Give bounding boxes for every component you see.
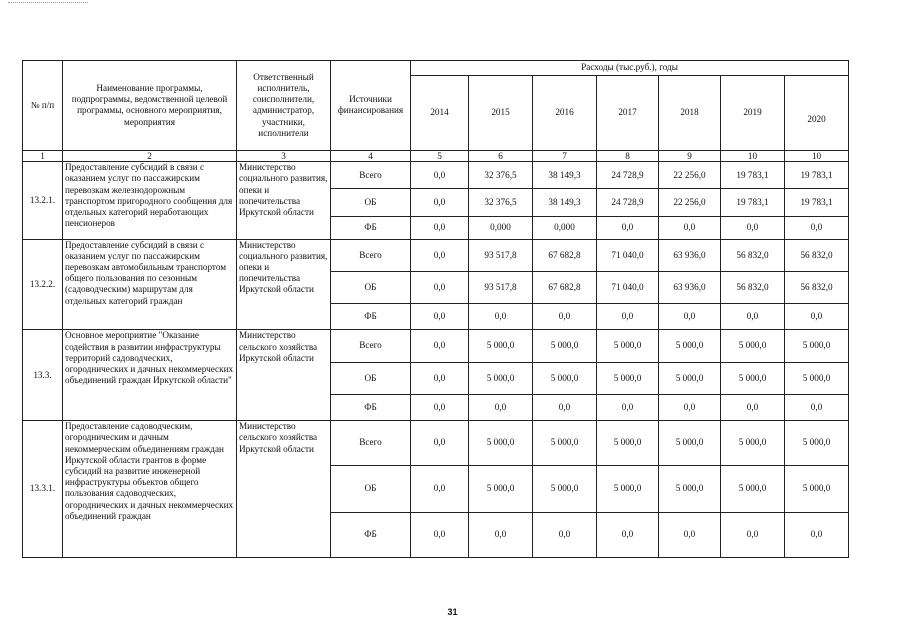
expense-value: 22 256,0 — [659, 189, 721, 216]
expense-value: 5 000,0 — [659, 421, 721, 466]
header-source: Источники финансирования — [331, 61, 411, 151]
funding-source: Всего — [331, 421, 411, 466]
expense-value: 0,0 — [533, 395, 597, 421]
funding-source: ФБ — [331, 216, 411, 239]
expense-value: 56 832,0 — [785, 239, 849, 271]
table-row — [23, 330, 849, 362]
expense-value: 0,0 — [411, 304, 469, 330]
expense-value: 5 000,0 — [469, 330, 533, 362]
expense-value: 0,0 — [411, 395, 469, 421]
funding-source: ФБ — [331, 304, 411, 330]
row-number: 13.3. — [23, 330, 63, 421]
expense-value: 5 000,0 — [533, 330, 597, 362]
expense-value: 5 000,0 — [659, 362, 721, 394]
header-year: 2018 — [659, 75, 721, 150]
responsible-executor: Министерство сельского хозяйства Иркутской области — [237, 421, 331, 558]
expense-value: 0,0 — [533, 304, 597, 330]
expense-value: 0,0 — [469, 395, 533, 421]
expense-value: 5 000,0 — [533, 421, 597, 466]
expense-value: 5 000,0 — [721, 466, 785, 513]
header-responsible: Ответственный исполнитель, соисполнители, администратор, участники, исполнители — [237, 61, 331, 151]
column-number: 10 — [721, 150, 785, 161]
expense-value: 0,000 — [533, 216, 597, 239]
column-number: 2 — [63, 150, 237, 161]
expense-value: 0,0 — [721, 395, 785, 421]
expense-value: 19 783,1 — [785, 162, 849, 189]
activity-name: Основное мероприятие "Оказание содействия в развитии инфраструктуры территорий садоводческих, огороднических и дачных некоммерческих объединений граждан Иркутской области" — [63, 330, 237, 421]
expense-value: 5 000,0 — [469, 421, 533, 466]
expense-value: 5 000,0 — [785, 330, 849, 362]
expense-value: 0,000 — [469, 216, 533, 239]
expense-value: 5 000,0 — [597, 421, 659, 466]
funding-source: Всего — [331, 239, 411, 271]
funding-source: ОБ — [331, 189, 411, 216]
funding-source: Всего — [331, 330, 411, 362]
expense-value: 5 000,0 — [721, 362, 785, 394]
header-expenses: Расходы (тыс.руб.), годы — [411, 61, 849, 76]
expense-value: 38 149,3 — [533, 189, 597, 216]
expense-value: 0,0 — [533, 513, 597, 558]
expense-value: 0,0 — [785, 304, 849, 330]
expense-value: 38 149,3 — [533, 162, 597, 189]
expense-value: 56 832,0 — [721, 271, 785, 303]
row-number: 13.2.1. — [23, 162, 63, 239]
expense-value: 0,0 — [785, 395, 849, 421]
funding-source: Всего — [331, 162, 411, 189]
column-number: 8 — [597, 150, 659, 161]
expense-value: 0,0 — [597, 216, 659, 239]
funding-source: ОБ — [331, 362, 411, 394]
row-number: 13.2.2. — [23, 239, 63, 330]
expense-value: 0,0 — [597, 513, 659, 558]
header-year: 2019 — [721, 75, 785, 150]
expense-value: 5 000,0 — [785, 362, 849, 394]
activity-name: Предоставление субсидий в связи с оказанием услуг по пассажирским перевозкам автомобильным транспортом общего пользования по сезонным (садоводческим) маршрутам для отдельных категорий граждан — [63, 239, 237, 330]
expense-value: 0,0 — [597, 395, 659, 421]
expense-value: 0,0 — [721, 216, 785, 239]
expense-value: 0,0 — [411, 189, 469, 216]
expense-value: 5 000,0 — [659, 466, 721, 513]
expense-value: 5 000,0 — [469, 466, 533, 513]
header-year: 2017 — [597, 75, 659, 150]
page-number: 31 — [447, 607, 458, 617]
expense-value: 19 783,1 — [721, 189, 785, 216]
budget-table — [22, 60, 849, 558]
expense-value: 5 000,0 — [721, 330, 785, 362]
expense-value: 0,0 — [659, 304, 721, 330]
expense-value: 32 376,5 — [469, 189, 533, 216]
expense-value: 5 000,0 — [597, 362, 659, 394]
column-number: 4 — [331, 150, 411, 161]
responsible-executor: Министерство социального развития, опеки и попечительства Иркутской области — [237, 239, 331, 330]
expense-value: 67 682,8 — [533, 239, 597, 271]
expense-value: 0,0 — [411, 362, 469, 394]
expense-value: 71 040,0 — [597, 239, 659, 271]
expense-value: 5 000,0 — [533, 466, 597, 513]
expense-value: 5 000,0 — [597, 330, 659, 362]
activity-name: Предоставление субсидий в связи с оказанием услуг по пассажирским перевозкам железнодорожным транспортом пригородного сообщения для отдельных категорий неработающих пенсионеров — [63, 162, 237, 239]
activity-name: Предоставление садоводческим, огородническим и дачным некоммерческим объединениям граждан Иркутской области грантов в форме субсидий на развитие инженерной инфраструктуры объектов общего пользования садоводческих, огороднических и дачных некоммерческих объединений граждан — [63, 421, 237, 558]
header-year: 2016 — [533, 75, 597, 150]
column-number-row — [23, 150, 849, 161]
responsible-executor: Министерство сельского хозяйства Иркутской области — [237, 330, 331, 421]
expense-value: 5 000,0 — [469, 362, 533, 394]
table-row — [23, 421, 849, 466]
responsible-executor: Министерство социального развития, опеки и попечительства Иркутской области — [237, 162, 331, 239]
header-row-top — [23, 61, 849, 76]
expense-value: 0,0 — [411, 271, 469, 303]
expense-value: 71 040,0 — [597, 271, 659, 303]
funding-source: ФБ — [331, 513, 411, 558]
table-row — [23, 162, 849, 189]
expense-value: 0,0 — [469, 304, 533, 330]
expense-value: 0,0 — [785, 513, 849, 558]
expense-value: 0,0 — [411, 330, 469, 362]
expense-value: 5 000,0 — [597, 466, 659, 513]
expense-value: 63 936,0 — [659, 271, 721, 303]
expense-value: 93 517,8 — [469, 271, 533, 303]
table-row — [23, 239, 849, 271]
expense-value: 19 783,1 — [785, 189, 849, 216]
header-num: № п/п — [23, 61, 63, 151]
expense-value: 67 682,8 — [533, 271, 597, 303]
column-number: 6 — [469, 150, 533, 161]
expense-value: 0,0 — [411, 162, 469, 189]
expense-value: 0,0 — [659, 513, 721, 558]
funding-source: ФБ — [331, 395, 411, 421]
expense-value: 0,0 — [411, 513, 469, 558]
expense-value: 0,0 — [785, 216, 849, 239]
expense-value: 19 783,1 — [721, 162, 785, 189]
expense-value: 0,0 — [469, 513, 533, 558]
funding-source: ОБ — [331, 466, 411, 513]
expense-value: 32 376,5 — [469, 162, 533, 189]
column-number: 10 — [785, 150, 849, 161]
expense-value: 0,0 — [597, 304, 659, 330]
expense-value: 0,0 — [721, 304, 785, 330]
expense-value: 5 000,0 — [785, 466, 849, 513]
expense-value: 0,0 — [721, 513, 785, 558]
expense-value: 56 832,0 — [721, 239, 785, 271]
expense-value: 0,0 — [411, 216, 469, 239]
expense-value: 0,0 — [411, 239, 469, 271]
column-number: 3 — [237, 150, 331, 161]
expense-value: 0,0 — [659, 216, 721, 239]
expense-value: 0,0 — [659, 395, 721, 421]
scan-edge-mark — [8, 2, 88, 7]
column-number: 1 — [23, 150, 63, 161]
expense-value: 22 256,0 — [659, 162, 721, 189]
header-year: 2020 — [785, 75, 849, 150]
expense-value: 63 936,0 — [659, 239, 721, 271]
funding-source: ОБ — [331, 271, 411, 303]
expense-value: 0,0 — [411, 466, 469, 513]
column-number: 5 — [411, 150, 469, 161]
header-name: Наименование программы, подпрограммы, ведомственной целевой программы, основного мероприятия, мероприятия — [63, 61, 237, 151]
expense-value: 93 517,8 — [469, 239, 533, 271]
expense-value: 56 832,0 — [785, 271, 849, 303]
column-number: 9 — [659, 150, 721, 161]
column-number: 7 — [533, 150, 597, 161]
expense-value: 5 000,0 — [721, 421, 785, 466]
header-year: 2015 — [469, 75, 533, 150]
expense-value: 5 000,0 — [785, 421, 849, 466]
expense-value: 5 000,0 — [659, 330, 721, 362]
row-number: 13.3.1. — [23, 421, 63, 558]
expense-value: 0,0 — [411, 421, 469, 466]
expense-value: 5 000,0 — [533, 362, 597, 394]
header-year: 2014 — [411, 75, 469, 150]
expense-value: 24 728,9 — [597, 189, 659, 216]
expense-value: 24 728,9 — [597, 162, 659, 189]
